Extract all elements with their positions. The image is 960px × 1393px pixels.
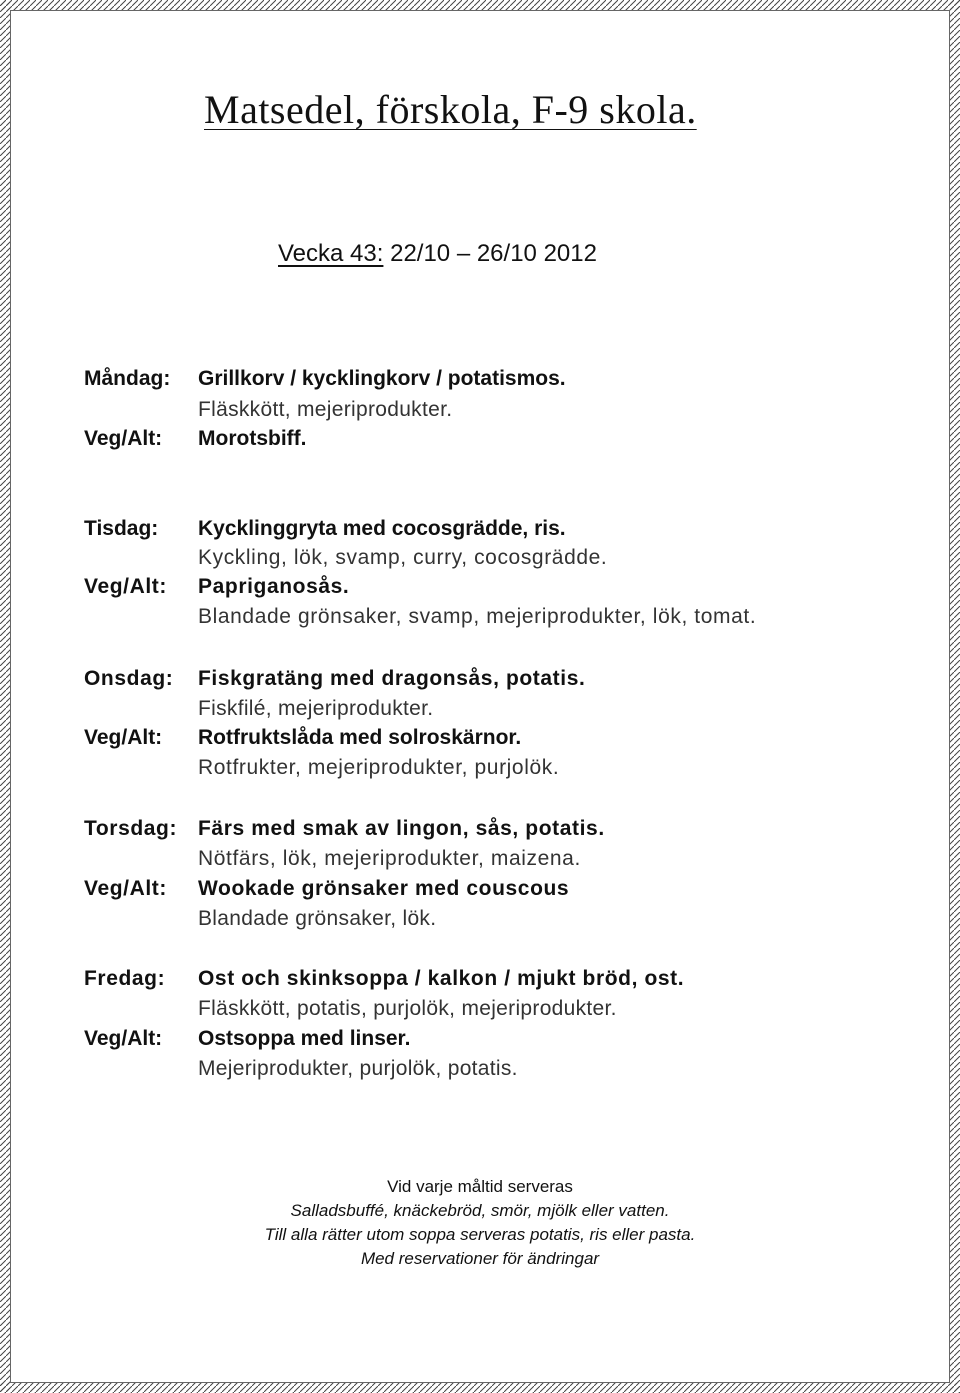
friday-day-label: Fredag: bbox=[84, 967, 166, 990]
footer-line-2: Salladsbuffé, knäckebröd, smör, mjölk eller vatten. bbox=[290, 1201, 670, 1220]
wednesday-alt-ingredients: Rotfrukter, mejeriprodukter, purjolök. bbox=[198, 756, 560, 779]
tuesday-dish: Kycklinggryta med cocosgrädde, ris. bbox=[198, 517, 566, 540]
thursday-ingredients: Nötfärs, lök, mejeriprodukter, maizena. bbox=[198, 847, 581, 870]
tuesday-ingredients: Kyckling, lök, svamp, curry, cocosgrädde. bbox=[198, 546, 608, 569]
friday-ingredients: Fläskkött, potatis, purjolök, mejeriprodukter. bbox=[198, 997, 617, 1020]
week-dates: 22/10 – 26/10 2012 bbox=[390, 240, 597, 267]
monday-dish: Grillkorv / kycklingkorv / potatismos. bbox=[198, 367, 566, 390]
wednesday-dish: Fiskgratäng med dragonsås, potatis. bbox=[198, 667, 586, 690]
friday-dish: Ost och skinksoppa / kalkon / mjukt bröd, ost. bbox=[198, 967, 685, 990]
wednesday-day-label: Onsdag: bbox=[84, 667, 174, 690]
thursday-alt-dish: Wookade grönsaker med couscous bbox=[198, 877, 570, 900]
wednesday-ingredients: Fiskfilé, mejeriprodukter. bbox=[198, 697, 434, 720]
week-label: Vecka 43: bbox=[278, 240, 384, 267]
friday-alt-dish: Ostsoppa med linser. bbox=[198, 1027, 411, 1050]
monday-ingredients: Fläskkött, mejeriprodukter. bbox=[198, 398, 453, 421]
week-heading bbox=[278, 240, 597, 268]
footer-line-4: Med reservationer för ändringar bbox=[360, 1249, 600, 1268]
tuesday-day-label: Tisdag: bbox=[84, 517, 159, 540]
monday-alt-label: Veg/Alt: bbox=[84, 427, 163, 450]
tuesday-alt-label: Veg/Alt: bbox=[84, 575, 167, 598]
tuesday-alt-ingredients: Blandade grönsaker, svamp, mejeriprodukter, lök, tomat. bbox=[198, 605, 757, 628]
monday-day-label: Måndag: bbox=[84, 367, 171, 390]
thursday-alt-label: Veg/Alt: bbox=[84, 877, 167, 900]
wednesday-alt-label: Veg/Alt: bbox=[84, 726, 163, 749]
friday-alt-ingredients: Mejeriprodukter, purjolök, potatis. bbox=[198, 1057, 518, 1080]
friday-alt-label: Veg/Alt: bbox=[84, 1027, 163, 1050]
thursday-day-label: Torsdag: bbox=[84, 817, 178, 840]
thursday-alt-ingredients: Blandade grönsaker, lök. bbox=[198, 907, 437, 930]
footer-line-3: Till alla rätter utom soppa serveras potatis, ris eller pasta. bbox=[264, 1225, 696, 1244]
monday-alt-dish: Morotsbiff. bbox=[198, 427, 307, 450]
footer-line-1: Vid varje måltid serveras bbox=[387, 1177, 573, 1196]
tuesday-alt-dish: Papriganosås. bbox=[198, 575, 350, 598]
wednesday-alt-dish: Rotfruktslåda med solroskärnor. bbox=[198, 726, 522, 749]
page-title: Matsedel, förskola, F-9 skola. bbox=[204, 87, 697, 132]
thursday-dish: Färs med smak av lingon, sås, potatis. bbox=[198, 817, 605, 840]
